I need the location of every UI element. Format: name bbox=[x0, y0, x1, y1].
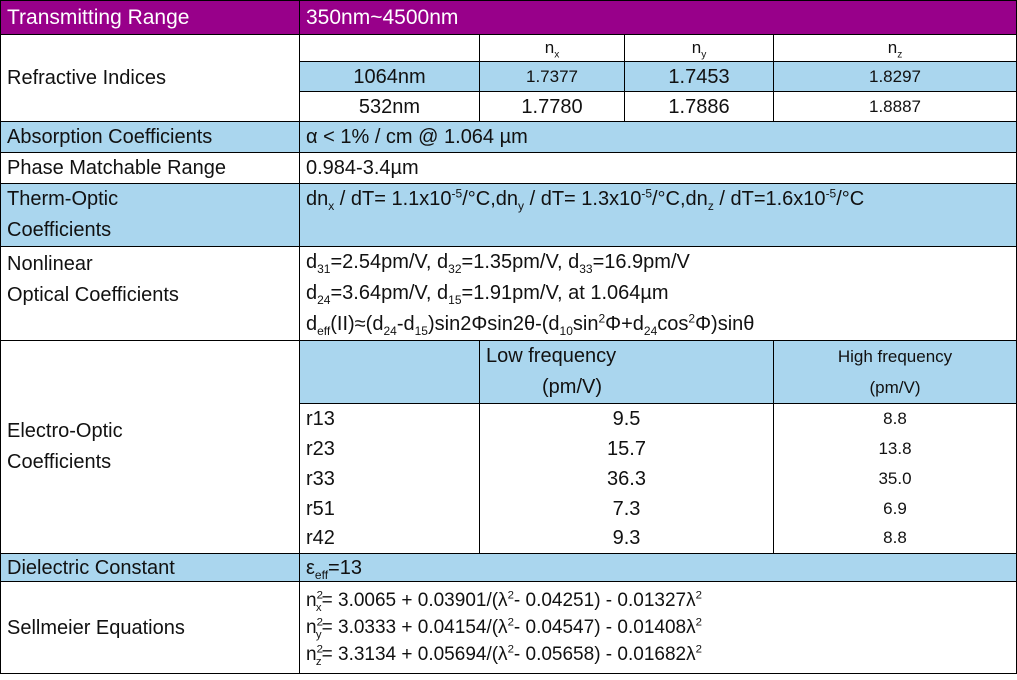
nonlinear-label: Nonlinear Optical Coefficients bbox=[1, 247, 300, 341]
phase-value: 0.984-3.4µm bbox=[300, 153, 1017, 184]
transmitting-range-row bbox=[1, 1, 1017, 35]
nonlinear-row bbox=[1, 247, 1017, 341]
nonlinear-line-2: $d_{24}=3.64pm/V$, $d_{15}=1.91pm/V$, at 1.064µm bbox=[306, 282, 669, 307]
refractive-empty-cell bbox=[300, 35, 480, 62]
nonlinear-line-3: $d_{eff}(II)\approx(d_{24}-d_{15})\sin 2\Phi\sin 2\theta-(d_{10}\sin^2\Phi+d_{24}\cos^2\Phi)\sin\theta$ bbox=[306, 311, 755, 338]
nz-header: $n_z$ bbox=[774, 35, 1017, 62]
transmitting-range-value: 350nm~4500nm bbox=[300, 1, 1017, 35]
absorption-value: α < 1% / cm @ 1.064 µm bbox=[300, 122, 1017, 153]
coefficient-name: r42 bbox=[300, 524, 480, 554]
sellmeier-value bbox=[300, 582, 1017, 674]
high-frequency-value: 13.8 bbox=[774, 434, 1017, 464]
coefficient-name: r51 bbox=[300, 494, 480, 524]
high-frequency-value: 8.8 bbox=[774, 524, 1017, 554]
nx-header: $n_x$ bbox=[480, 35, 625, 62]
low-frequency-value: 9.5 bbox=[480, 404, 774, 434]
ny-value: 1.7886 bbox=[625, 92, 774, 122]
ny-header: $n_y$ bbox=[625, 35, 774, 62]
sellmeier-equation-x: $n^2_x= 3.0065 + 0.03901/(\lambda^2-$ $0.04251) - 0.01327\lambda^2$ bbox=[306, 589, 702, 614]
sellmeier-label: Sellmeier Equations bbox=[1, 582, 300, 674]
low-frequency-value: 15.7 bbox=[480, 434, 774, 464]
phase-label: Phase Matchable Range bbox=[1, 153, 300, 184]
electro-header-row bbox=[1, 341, 1017, 404]
wavelength-cell: 532nm bbox=[300, 92, 480, 122]
high-frequency-value: 8.8 bbox=[774, 404, 1017, 434]
thermo-optic-value: $dn_x / dT= 1.1x10^{-5}/^\circ C,dn_y / dT= 1.3x10^{-5}/^\circ C,dn_z / dT=1.6x10^{-5}/^\circ C$ bbox=[300, 184, 1017, 247]
sellmeier-equation-y: $n^2_y= 3.0333 + 0.04154/(\lambda^2-$ $0.04547) - 0.01408\lambda^2$ bbox=[306, 616, 702, 641]
thermo-optic-label: Therm-Optic Coefficients bbox=[1, 184, 300, 247]
dielectric-label: Dielectric Constant bbox=[1, 554, 300, 582]
absorption-row bbox=[1, 122, 1017, 153]
absorption-label: Absorption Coefficients bbox=[1, 122, 300, 153]
refractive-indices-label: Refractive Indices bbox=[1, 35, 300, 122]
electro-empty-cell bbox=[300, 341, 480, 404]
coefficient-name: r23 bbox=[300, 434, 480, 464]
high-frequency-value: 35.0 bbox=[774, 464, 1017, 494]
wavelength-cell: 1064nm bbox=[300, 62, 480, 92]
low-frequency-value: 7.3 bbox=[480, 494, 774, 524]
coefficient-name: r13 bbox=[300, 404, 480, 434]
transmitting-range-label: Transmitting Range bbox=[1, 1, 300, 35]
dielectric-value: $\varepsilon_{eff}=13$ bbox=[300, 554, 1017, 582]
electro-optic-label: Electro-Optic Coefficients bbox=[1, 341, 300, 554]
nz-value: 1.8887 bbox=[774, 92, 1017, 122]
coefficient-name: r33 bbox=[300, 464, 480, 494]
ny-value: 1.7453 bbox=[625, 62, 774, 92]
dielectric-row bbox=[1, 554, 1017, 582]
phase-row bbox=[1, 153, 1017, 184]
nz-value: 1.8297 bbox=[774, 62, 1017, 92]
thermo-optic-row bbox=[1, 184, 1017, 247]
refractive-header-row bbox=[1, 35, 1017, 62]
low-frequency-value: 9.3 bbox=[480, 524, 774, 554]
low-frequency-value: 36.3 bbox=[480, 464, 774, 494]
high-frequency-header: High frequency (pm/V) bbox=[774, 341, 1017, 404]
nonlinear-value bbox=[300, 247, 1017, 341]
sellmeier-equation-z: $n^2_z= 3.3134 + 0.05694/(\lambda^2-$ $0.05658) - 0.01682\lambda^2$ bbox=[306, 643, 702, 668]
high-frequency-value: 6.9 bbox=[774, 494, 1017, 524]
low-frequency-header: Low frequency (pm/V) bbox=[480, 341, 774, 404]
nx-value: 1.7780 bbox=[480, 92, 625, 122]
sellmeier-row bbox=[1, 582, 1017, 674]
nonlinear-line-1: $d_{31}=2.54pm/V$, $d_{32}=1.35pm/V$, $d_{33}=16.9pm/V$ bbox=[306, 251, 690, 276]
nx-value: 1.7377 bbox=[480, 62, 625, 92]
